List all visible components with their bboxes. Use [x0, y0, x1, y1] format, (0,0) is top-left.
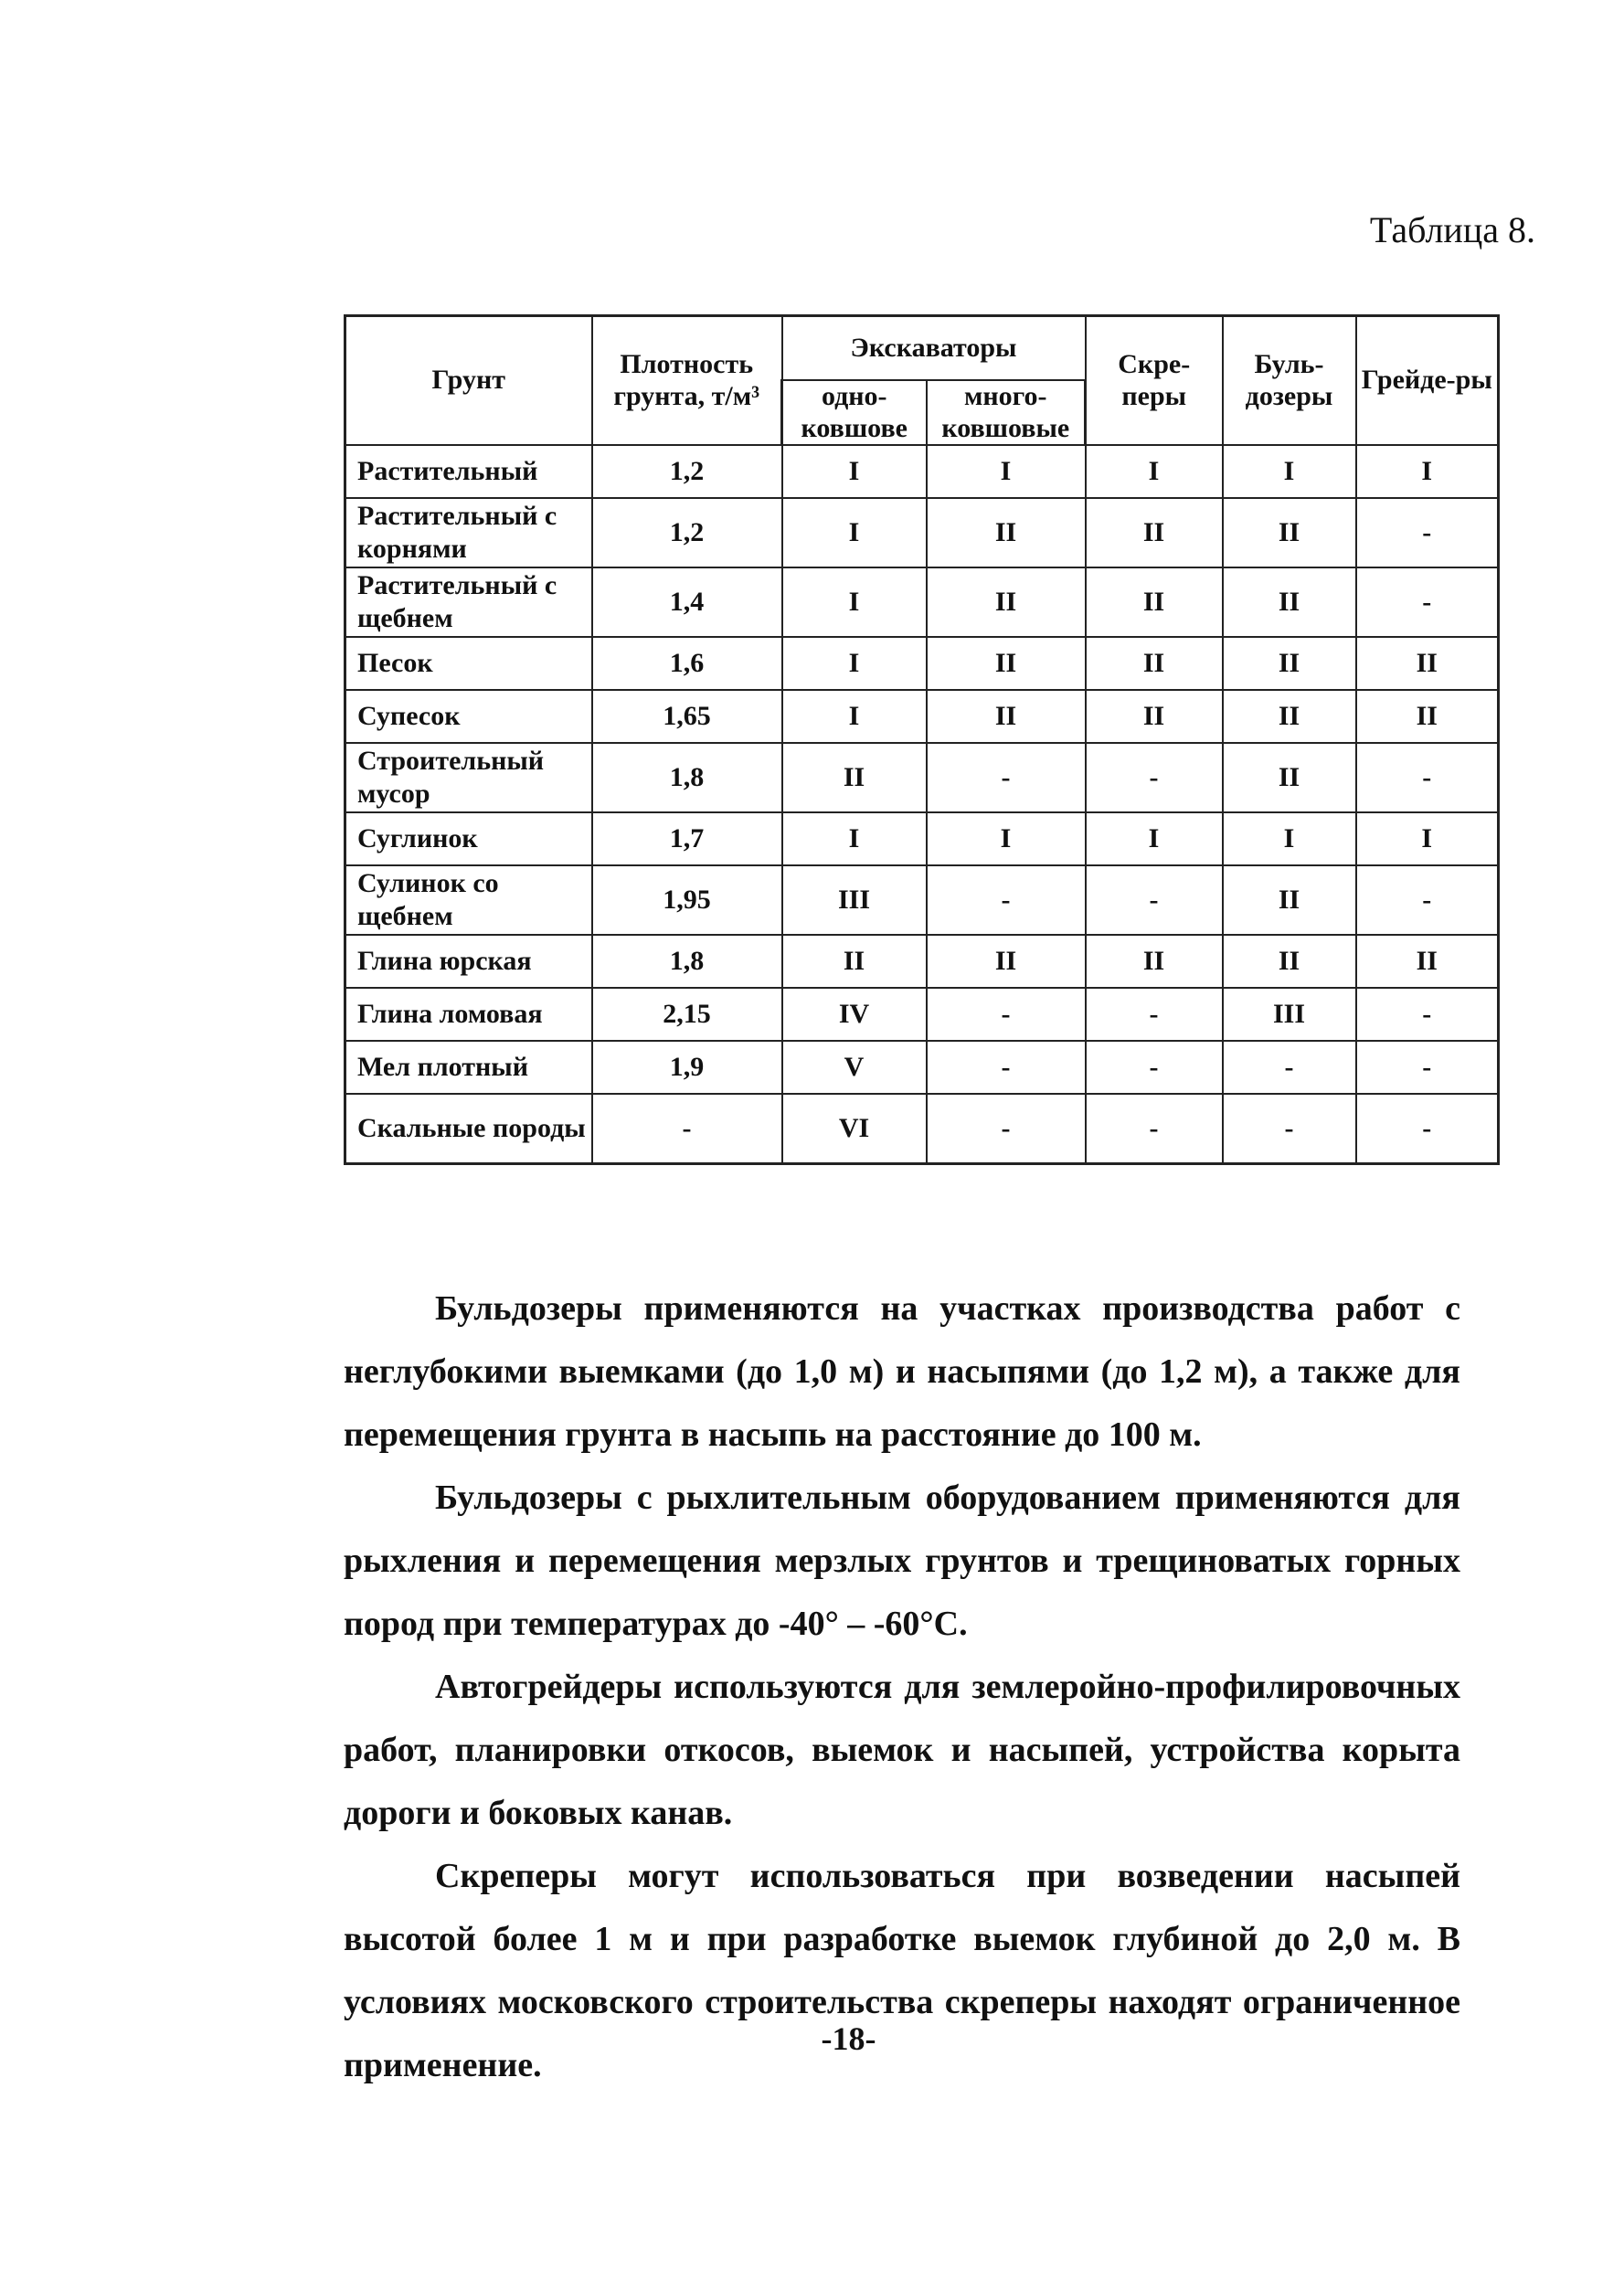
table-caption: Таблица 8. — [1369, 209, 1535, 250]
density-cell: 2,15 — [592, 988, 782, 1041]
bulldozers-cell: I — [1223, 445, 1356, 498]
soil-name: Мел плотный — [345, 1041, 592, 1094]
soil-machinery-table — [344, 314, 1500, 1165]
single-bucket-cell: II — [782, 743, 927, 812]
soil-name: Глина ломовая — [345, 988, 592, 1041]
density-cell: 1,4 — [592, 567, 782, 637]
soil-name: Сулинок со щебнем — [345, 865, 592, 935]
soil-name: Растительный с корнями — [345, 498, 592, 567]
bulldozers-cell: II — [1223, 567, 1356, 637]
header-multi-bucket: много-ковшовые — [927, 380, 1086, 445]
multi-bucket-cell: II — [927, 637, 1086, 690]
single-bucket-cell: I — [782, 637, 927, 690]
scrapers-cell: II — [1086, 498, 1223, 567]
bulldozers-cell: II — [1223, 935, 1356, 988]
bulldozers-cell: II — [1223, 743, 1356, 812]
table-row — [345, 498, 1499, 567]
single-bucket-cell: IV — [782, 988, 927, 1041]
bulldozers-cell: II — [1223, 690, 1356, 743]
density-cell: 1,7 — [592, 812, 782, 865]
soil-name: Песок — [345, 637, 592, 690]
multi-bucket-cell: II — [927, 690, 1086, 743]
soil-name: Растительный — [345, 445, 592, 498]
paragraph: Бульдозеры применяются на участках производства работ с неглубокими выемками (до 1,0 м) и насыпями (до 1,2 м), а также для перемещения грунта в насыпь на расстояние до 100 м. — [344, 1289, 1460, 1454]
paragraph: Скреперы могут использоваться при возведении насыпей высотой более 1 м и при разработке выемок глубиной до 2,0 м. В условиях московского строительства скреперы находят ограниченное применение. — [344, 1857, 1460, 2084]
multi-bucket-cell: - — [927, 988, 1086, 1041]
single-bucket-cell: I — [782, 812, 927, 865]
table-row — [345, 567, 1499, 637]
single-bucket-cell: I — [782, 567, 927, 637]
multi-bucket-cell: II — [927, 567, 1086, 637]
graders-cell: I — [1356, 445, 1499, 498]
multi-bucket-cell: - — [927, 743, 1086, 812]
multi-bucket-cell: - — [927, 865, 1086, 935]
scrapers-cell: II — [1086, 637, 1223, 690]
bulldozers-cell: II — [1223, 637, 1356, 690]
multi-bucket-cell: - — [927, 1094, 1086, 1164]
graders-cell: - — [1356, 865, 1499, 935]
density-cell: 1,8 — [592, 935, 782, 988]
bulldozers-cell: - — [1223, 1041, 1356, 1094]
table-row — [345, 445, 1499, 498]
bulldozers-cell: II — [1223, 865, 1356, 935]
table-row — [345, 865, 1499, 935]
table-row — [345, 743, 1499, 812]
bulldozers-cell: II — [1223, 498, 1356, 567]
graders-cell: II — [1356, 690, 1499, 743]
density-cell: 1,95 — [592, 865, 782, 935]
single-bucket-cell: II — [782, 935, 927, 988]
graders-cell: - — [1356, 988, 1499, 1041]
multi-bucket-cell: I — [927, 445, 1086, 498]
single-bucket-cell: I — [782, 445, 927, 498]
table-row — [345, 812, 1499, 865]
soil-name: Скальные породы — [345, 1094, 592, 1164]
multi-bucket-cell: I — [927, 812, 1086, 865]
graders-cell: - — [1356, 567, 1499, 637]
header-scrapers: Скре-перы — [1086, 316, 1223, 446]
paragraph: Автогрейдеры используются для землеройно-профилировочных работ, планировки откосов, выемок и насыпей, устройства корыта дороги и боковых канав. — [344, 1668, 1460, 1832]
scrapers-cell: I — [1086, 812, 1223, 865]
soil-name: Строительный мусор — [345, 743, 592, 812]
table-row — [345, 1041, 1499, 1094]
density-cell: 1,8 — [592, 743, 782, 812]
graders-cell: - — [1356, 1094, 1499, 1164]
graders-cell: - — [1356, 743, 1499, 812]
soil-name: Супесок — [345, 690, 592, 743]
page-number: -18- — [821, 2020, 876, 2057]
graders-cell: - — [1356, 1041, 1499, 1094]
soil-name: Суглинок — [345, 812, 592, 865]
single-bucket-cell: III — [782, 865, 927, 935]
body-text — [344, 1277, 1460, 2097]
single-bucket-cell: I — [782, 690, 927, 743]
density-cell: 1,9 — [592, 1041, 782, 1094]
scrapers-cell: - — [1086, 1041, 1223, 1094]
single-bucket-cell: I — [782, 498, 927, 567]
scrapers-cell: - — [1086, 988, 1223, 1041]
scrapers-cell: I — [1086, 445, 1223, 498]
density-cell: 1,6 — [592, 637, 782, 690]
table-row — [345, 637, 1499, 690]
scrapers-cell: - — [1086, 1094, 1223, 1164]
scrapers-cell: - — [1086, 743, 1223, 812]
soil-name: Растительный с щебнем — [345, 567, 592, 637]
bulldozers-cell: I — [1223, 812, 1356, 865]
scrapers-cell: II — [1086, 690, 1223, 743]
graders-cell: - — [1356, 498, 1499, 567]
graders-cell: II — [1356, 637, 1499, 690]
graders-cell: I — [1356, 812, 1499, 865]
header-excavators: Экскаваторы — [782, 316, 1086, 381]
scrapers-cell: II — [1086, 935, 1223, 988]
table-row — [345, 690, 1499, 743]
table-row — [345, 988, 1499, 1041]
scrapers-cell: - — [1086, 865, 1223, 935]
header-single-bucket: одно-ковшове — [782, 380, 927, 445]
header-density: Плотность грунта, т/м³ — [592, 316, 782, 446]
density-cell: 1,65 — [592, 690, 782, 743]
multi-bucket-cell: II — [927, 498, 1086, 567]
density-cell: 1,2 — [592, 445, 782, 498]
bulldozers-cell: - — [1223, 1094, 1356, 1164]
table-row — [345, 1094, 1499, 1164]
paragraph: Бульдозеры с рыхлительным оборудованием применяются для рыхления и перемещения мерзлых грунтов и трещиноватых горных пород при температурах до -40° – -60°С. — [344, 1479, 1460, 1643]
table-row — [345, 935, 1499, 988]
header-bulldozers: Буль-дозеры — [1223, 316, 1356, 446]
single-bucket-cell: VI — [782, 1094, 927, 1164]
header-soil: Грунт — [345, 316, 592, 446]
single-bucket-cell: V — [782, 1041, 927, 1094]
multi-bucket-cell: - — [927, 1041, 1086, 1094]
scrapers-cell: II — [1086, 567, 1223, 637]
soil-name: Глина юрская — [345, 935, 592, 988]
header-graders: Грейде-ры — [1356, 316, 1499, 446]
density-cell: 1,2 — [592, 498, 782, 567]
multi-bucket-cell: II — [927, 935, 1086, 988]
graders-cell: II — [1356, 935, 1499, 988]
bulldozers-cell: III — [1223, 988, 1356, 1041]
density-cell: - — [592, 1094, 782, 1164]
